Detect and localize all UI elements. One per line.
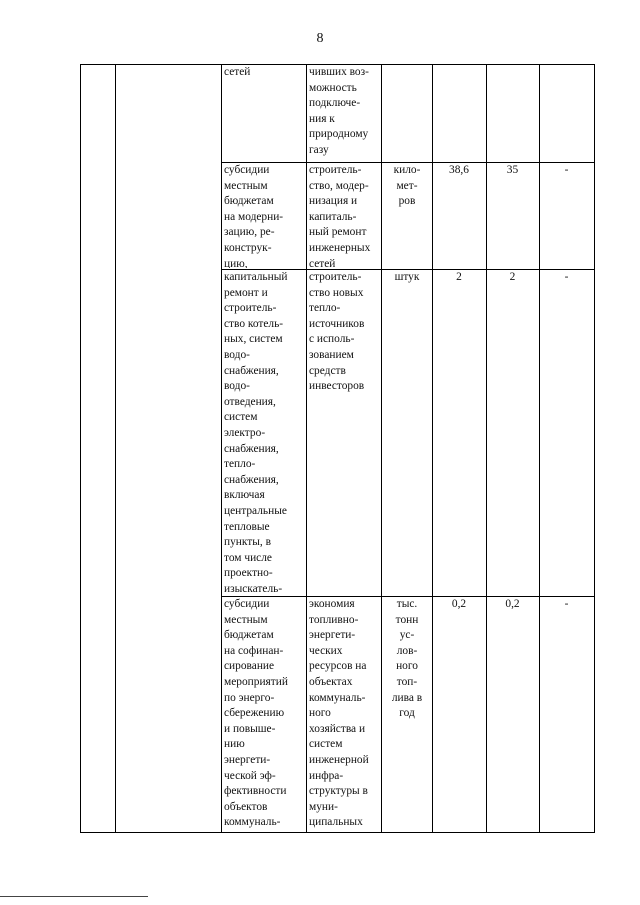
unit-cell: кило- мет- ров [393,164,421,208]
measure-cell: сетей [224,66,251,78]
value-a-cell: 0,2 [451,598,467,610]
value-c-cell: - [564,164,569,176]
unit-cell: тыс. тонн ус- лов- ного топ- лива в год [391,598,423,720]
column-divider [221,64,222,833]
value-a-cell [433,65,485,161]
column-divider [115,64,116,833]
indicator-cell: строитель- ство, модер- низация и капиталь- ный ремонт инженерных сетей [309,164,371,268]
indicator-cell: чивших воз- можность подключе- ния к природному газу [309,66,369,156]
value-b-cell: 2 [509,271,516,283]
measure-cell: субсидии местным бюджетам на софинан- сирование мероприятий по энерго- сбережению и повыше- нию энергети- ческой эф- фективности объектов коммуналь- [224,598,288,829]
value-b-cell: 0,2 [505,598,520,610]
page-number: 8 [316,31,324,46]
column-divider [80,64,81,833]
column-divider [306,64,307,833]
indicator-cell: экономия топливно- энергети- ческих ресурсов на объектах коммуналь- ного хозяйства и систем инженерной инфра- структуры в муни- ципальных [309,598,369,829]
column-divider [594,64,595,833]
unit-cell [383,65,431,161]
measure-cell: субсидии местным бюджетам на модерни- зацию, ре- конструк- цию, [224,164,284,268]
value-a-cell: 2 [456,271,462,283]
table-bottom-border [80,832,595,833]
value-c-cell: - [564,271,569,283]
value-c-cell: - [564,598,569,610]
value-b-cell: 35 [506,164,519,176]
value-a-cell: 38,6 [449,164,469,176]
footnote-separator [0,896,148,897]
column-divider [381,64,382,833]
value-c-cell [540,65,593,161]
measure-cell: капитальный ремонт и строитель- ство котель- ных, систем водо- снабжения, водо- отведения, систем электро- снабжения, тепло- снабжения, включая центральные тепловые пункты, в том числе проектно- изыскатель- [224,271,288,595]
indicator-cell: строитель- ство новых тепло- источников с исполь- зованием средств инвесторов [309,271,365,393]
unit-cell: штук [394,271,420,283]
value-b-cell [487,65,538,161]
